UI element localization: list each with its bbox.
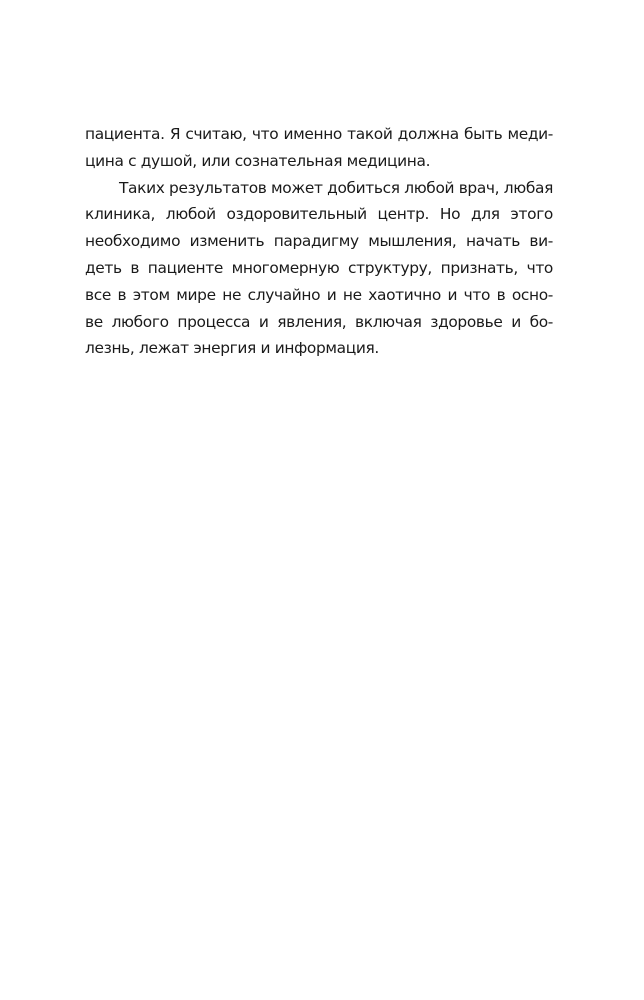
paragraph-2: [85, 175, 553, 363]
text-line: пациента. Я считаю, что именно такой должна быть меди-: [85, 125, 553, 143]
text-line: лезнь, лежат энергия и информация.: [85, 339, 379, 358]
text-line: необходимо изменить парадигму мышления, начать ви-: [85, 232, 553, 251]
body-text: [85, 121, 553, 362]
text-line: клиника, любой оздоровительный центр. Но для этого: [85, 205, 553, 224]
text-line: ве любого процесса и явления, включая здоровье и бо-: [85, 312, 553, 331]
text-line: цина с душой, или сознательная медицина.: [85, 151, 431, 170]
text-line: деть в пациенте многомерную структуру, признать, что: [85, 258, 553, 277]
text-line: Таких результатов может добиться любой врач, любая: [119, 178, 553, 197]
text-line: все в этом мире не случайно и не хаотично и что в осно-: [85, 285, 553, 304]
paragraph-1: [85, 121, 553, 175]
